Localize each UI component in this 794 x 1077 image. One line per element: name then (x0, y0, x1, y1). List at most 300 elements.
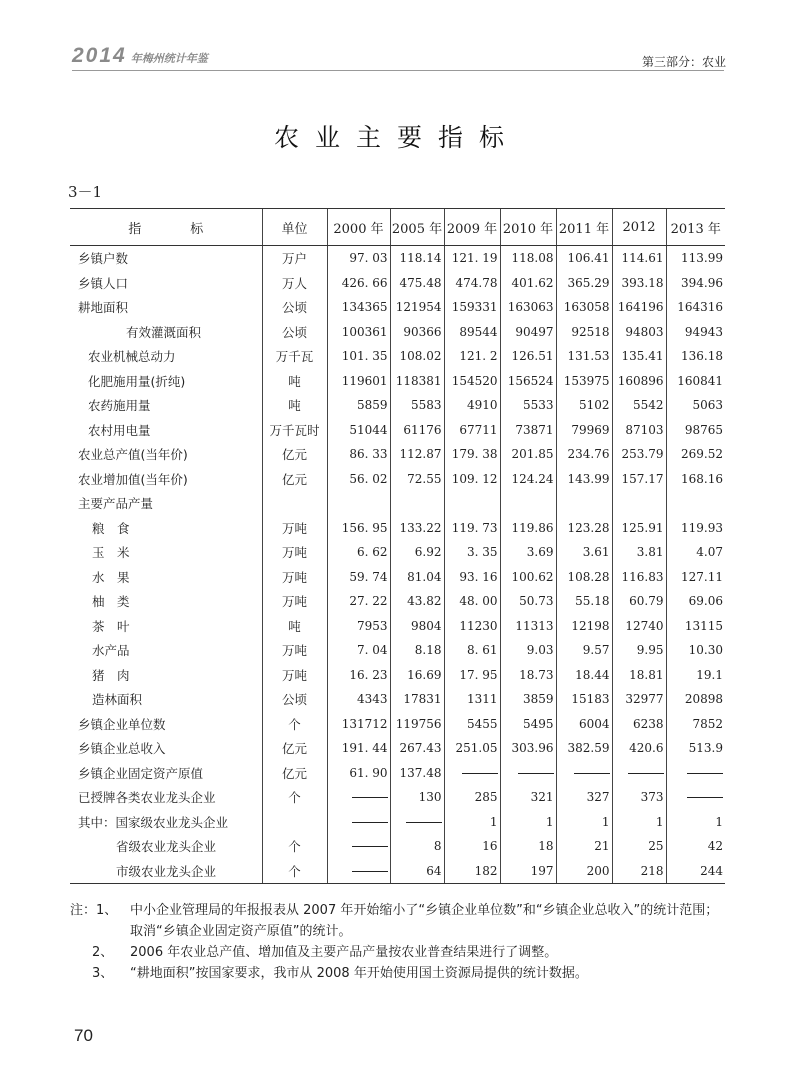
cell-value: 153975 (556, 369, 612, 394)
cell-value: 17. 95 (444, 663, 500, 688)
header-divider (72, 70, 724, 71)
row-indicator-name: 玉 米 (92, 545, 130, 561)
row-unit: 公顷 (262, 687, 327, 712)
cell-value: 373 (612, 785, 666, 810)
dash-mark (352, 797, 388, 798)
cell-not-available (666, 785, 725, 810)
cell-value: 109. 12 (444, 467, 500, 492)
cell-value: 124.24 (500, 467, 556, 492)
cell-value: 1 (612, 810, 666, 835)
cell-value: 8.18 (390, 638, 444, 663)
dash-mark (574, 773, 610, 774)
cell-value: 12740 (612, 614, 666, 639)
cell-value: 121954 (390, 295, 444, 320)
row-indicator-name: 农药施用量 (88, 398, 151, 414)
cell-value: 126.51 (500, 344, 556, 369)
cell-value: 100361 (327, 320, 390, 345)
cell-value: 106.41 (556, 246, 612, 271)
cell-value: 42 (666, 834, 725, 859)
cell-value: 5583 (390, 393, 444, 418)
cell-value: 43.82 (390, 589, 444, 614)
row-unit: 万吨 (262, 540, 327, 565)
footnote-item (70, 963, 730, 984)
cell-value: 21 (556, 834, 612, 859)
cell-value: 5102 (556, 393, 612, 418)
row-unit (262, 810, 327, 835)
cell-value: 168.16 (666, 467, 725, 492)
cell-value: 393.18 (612, 271, 666, 296)
cell-value: 4910 (444, 393, 500, 418)
row-unit: 万户 (262, 246, 327, 271)
cell-value: 157.17 (612, 467, 666, 492)
column-header-year: 2005 年 (390, 209, 444, 246)
cell-value: 17831 (390, 687, 444, 712)
row-indicator-name: 乡镇户数 (78, 251, 129, 267)
cell-value: 3. 35 (444, 540, 500, 565)
cell-value: 56. 02 (327, 467, 390, 492)
cell-value: 163063 (500, 295, 556, 320)
table-row (70, 369, 725, 394)
cell-not-available (327, 834, 390, 859)
dash-mark (352, 822, 388, 823)
table-row (70, 712, 725, 737)
cell-value: 15183 (556, 687, 612, 712)
footnotes (70, 900, 730, 984)
page-number: 70 (74, 1026, 93, 1045)
cell-value: 426. 66 (327, 271, 390, 296)
cell-value: 116.83 (612, 565, 666, 590)
cell-value: 18.44 (556, 663, 612, 688)
cell-value: 51044 (327, 418, 390, 443)
cell-value: 5455 (444, 712, 500, 737)
cell-value: 13115 (666, 614, 725, 639)
row-indicator-name: 乡镇人口 (78, 275, 129, 291)
cell-value: 3859 (500, 687, 556, 712)
table-row (70, 565, 725, 590)
cell-value: 79969 (556, 418, 612, 443)
row-indicator-name: 农业增加值(当年价) (78, 471, 188, 487)
cell-value: 9.57 (556, 638, 612, 663)
cell-value: 136.18 (666, 344, 725, 369)
cell-value (444, 491, 500, 516)
cell-value: 72.55 (390, 467, 444, 492)
table-number: 3－1 (68, 183, 103, 201)
footnote-label: 3、 (92, 966, 114, 981)
table-row (70, 761, 725, 786)
cell-value: 1 (444, 810, 500, 835)
cell-value: 160896 (612, 369, 666, 394)
table-row (70, 491, 725, 516)
row-unit: 万千瓦 (262, 344, 327, 369)
cell-value: 118.08 (500, 246, 556, 271)
row-indicator-name: 茶 叶 (92, 618, 130, 634)
cell-value: 163058 (556, 295, 612, 320)
cell-value: 8. 61 (444, 638, 500, 663)
cell-value: 64 (390, 859, 444, 884)
table-row (70, 834, 725, 859)
cell-value: 73871 (500, 418, 556, 443)
table-row (70, 687, 725, 712)
cell-value: 5533 (500, 393, 556, 418)
cell-value: 25 (612, 834, 666, 859)
cell-value: 133.22 (390, 516, 444, 541)
cell-value: 20898 (666, 687, 725, 712)
cell-not-available (500, 761, 556, 786)
row-unit: 万吨 (262, 565, 327, 590)
cell-value: 1 (666, 810, 725, 835)
cell-value: 3.61 (556, 540, 612, 565)
row-unit: 吨 (262, 393, 327, 418)
table-row (70, 785, 725, 810)
row-unit (262, 491, 327, 516)
cell-value: 4343 (327, 687, 390, 712)
cell-value: 1 (556, 810, 612, 835)
cell-value: 125.91 (612, 516, 666, 541)
cell-value: 200 (556, 859, 612, 884)
footnote-label: 注：1、 (70, 903, 118, 918)
cell-value (500, 491, 556, 516)
cell-value: 3.69 (500, 540, 556, 565)
cell-value: 16.69 (390, 663, 444, 688)
cell-value: 197 (500, 859, 556, 884)
cell-value: 18.73 (500, 663, 556, 688)
cell-value: 182 (444, 859, 500, 884)
cell-not-available (327, 859, 390, 884)
table-row (70, 736, 725, 761)
cell-value: 19.1 (666, 663, 725, 688)
row-indicator-name: 农村用电量 (88, 422, 151, 438)
cell-value: 119.86 (500, 516, 556, 541)
row-indicator-name: 省级农业龙头企业 (116, 839, 217, 855)
dash-mark (518, 773, 554, 774)
cell-value: 1 (500, 810, 556, 835)
cell-value: 101. 35 (327, 344, 390, 369)
cell-value: 118.14 (390, 246, 444, 271)
cell-value: 131712 (327, 712, 390, 737)
cell-value: 94943 (666, 320, 725, 345)
cell-value: 164316 (666, 295, 725, 320)
row-unit: 吨 (262, 369, 327, 394)
cell-value: 11313 (500, 614, 556, 639)
row-indicator-name: 耕地面积 (78, 300, 129, 316)
cell-value: 8 (390, 834, 444, 859)
cell-value: 513.9 (666, 736, 725, 761)
cell-value: 9.03 (500, 638, 556, 663)
cell-value: 90497 (500, 320, 556, 345)
section-label: 第三部分：农业 (641, 55, 726, 69)
row-unit: 亿元 (262, 467, 327, 492)
cell-value: 9.95 (612, 638, 666, 663)
cell-value: 7953 (327, 614, 390, 639)
cell-value: 11230 (444, 614, 500, 639)
cell-value: 121. 19 (444, 246, 500, 271)
row-unit: 公顷 (262, 295, 327, 320)
row-unit: 万吨 (262, 638, 327, 663)
table-row (70, 442, 725, 467)
row-indicator-name: 造林面积 (92, 692, 143, 708)
row-unit: 万吨 (262, 589, 327, 614)
cell-value: 123.28 (556, 516, 612, 541)
cell-not-available (390, 810, 444, 835)
cell-value: 394.96 (666, 271, 725, 296)
cell-value: 5063 (666, 393, 725, 418)
row-indicator-name: 柚 类 (92, 594, 130, 610)
cell-not-available (444, 761, 500, 786)
cell-value: 5495 (500, 712, 556, 737)
cell-value (666, 491, 725, 516)
row-unit: 万人 (262, 271, 327, 296)
row-indicator-name: 农业机械总动力 (88, 349, 176, 365)
cell-value: 134365 (327, 295, 390, 320)
cell-value: 108.28 (556, 565, 612, 590)
table-row (70, 663, 725, 688)
dash-mark (687, 773, 723, 774)
cell-value: 18 (500, 834, 556, 859)
row-indicator-name: 化肥施用量(折纯) (88, 373, 186, 389)
cell-value: 127.11 (666, 565, 725, 590)
cell-value: 327 (556, 785, 612, 810)
table-row (70, 589, 725, 614)
table-row (70, 859, 725, 884)
cell-value: 108.02 (390, 344, 444, 369)
dash-mark (462, 773, 498, 774)
footnote-item (70, 900, 730, 942)
cell-not-available (612, 761, 666, 786)
table-row (70, 271, 725, 296)
cell-value: 218 (612, 859, 666, 884)
column-header-year: 2013 年 (666, 209, 725, 246)
column-header-unit: 单位 (262, 209, 327, 246)
table-row (70, 344, 725, 369)
cell-value (390, 491, 444, 516)
cell-value: 118381 (390, 369, 444, 394)
column-header-year: 2010 年 (500, 209, 556, 246)
cell-value: 16. 23 (327, 663, 390, 688)
cell-value (327, 491, 390, 516)
cell-value: 100.62 (500, 565, 556, 590)
cell-value: 97. 03 (327, 246, 390, 271)
column-header-year: 2012 (612, 209, 666, 246)
cell-value: 6238 (612, 712, 666, 737)
cell-not-available (666, 761, 725, 786)
column-header-year: 2000 年 (327, 209, 390, 246)
row-unit: 亿元 (262, 442, 327, 467)
cell-value: 474.78 (444, 271, 500, 296)
cell-value: 27. 22 (327, 589, 390, 614)
cell-value: 164196 (612, 295, 666, 320)
cell-value: 159331 (444, 295, 500, 320)
cell-value: 234.76 (556, 442, 612, 467)
cell-value: 69.06 (666, 589, 725, 614)
cell-value: 90366 (390, 320, 444, 345)
row-unit: 个 (262, 785, 327, 810)
cell-value: 67711 (444, 418, 500, 443)
cell-value: 32977 (612, 687, 666, 712)
cell-value: 61176 (390, 418, 444, 443)
table-row (70, 246, 725, 271)
cell-value: 98765 (666, 418, 725, 443)
cell-value: 112.87 (390, 442, 444, 467)
cell-value: 7. 04 (327, 638, 390, 663)
row-indicator-name: 乡镇企业单位数 (78, 716, 166, 732)
indicator-table (70, 208, 725, 884)
row-indicator-name: 乡镇企业总收入 (78, 741, 166, 757)
dash-mark (352, 871, 388, 872)
cell-value: 253.79 (612, 442, 666, 467)
cell-value: 119601 (327, 369, 390, 394)
cell-value (556, 491, 612, 516)
dash-mark (687, 797, 723, 798)
table-row (70, 810, 725, 835)
footnote-text: 2006 年农业总产值、增加值及主要产品产量按农业普查结果进行了调整。 (130, 945, 558, 960)
cell-value: 4.07 (666, 540, 725, 565)
cell-value: 5859 (327, 393, 390, 418)
row-unit: 个 (262, 834, 327, 859)
cell-value: 86. 33 (327, 442, 390, 467)
cell-value: 191. 44 (327, 736, 390, 761)
cell-value: 114.61 (612, 246, 666, 271)
yearbook-year: 2014 (72, 44, 127, 67)
cell-value: 61. 90 (327, 761, 390, 786)
table-row (70, 540, 725, 565)
dash-mark (352, 846, 388, 847)
cell-value: 244 (666, 859, 725, 884)
cell-value: 119756 (390, 712, 444, 737)
yearbook-header (72, 44, 208, 68)
cell-not-available (556, 761, 612, 786)
footnote-text: “耕地面积”按国家要求，我市从 2008 年开始使用国土资源局提供的统计数据。 (130, 966, 588, 981)
table-row (70, 418, 725, 443)
cell-value: 365.29 (556, 271, 612, 296)
cell-value: 89544 (444, 320, 500, 345)
cell-value: 50.73 (500, 589, 556, 614)
row-unit: 个 (262, 859, 327, 884)
cell-value: 119. 73 (444, 516, 500, 541)
row-indicator-name: 水产品 (92, 643, 130, 659)
cell-value: 5542 (612, 393, 666, 418)
cell-value: 321 (500, 785, 556, 810)
row-indicator-name: 乡镇企业固定资产原值 (78, 765, 204, 781)
cell-value: 179. 38 (444, 442, 500, 467)
cell-value: 6.92 (390, 540, 444, 565)
row-unit: 万吨 (262, 663, 327, 688)
row-indicator-name: 其中：国家级农业龙头企业 (78, 814, 229, 830)
cell-value: 121. 2 (444, 344, 500, 369)
row-indicator-name: 猪 肉 (92, 667, 130, 683)
cell-value: 60.79 (612, 589, 666, 614)
row-indicator-name: 农业总产值(当年价) (78, 447, 188, 463)
column-header-year: 2009 年 (444, 209, 500, 246)
cell-value: 251.05 (444, 736, 500, 761)
row-unit: 万吨 (262, 516, 327, 541)
cell-value: 1311 (444, 687, 500, 712)
cell-value: 119.93 (666, 516, 725, 541)
column-header-year: 2011 年 (556, 209, 612, 246)
footnote-text: 中小企业管理局的年报报表从 2007 年开始缩小了“乡镇企业单位数”和“乡镇企业总收入”的统计范围；取消“乡镇企业固定资产原值”的统计。 (130, 903, 719, 939)
table-row (70, 467, 725, 492)
row-indicator-name: 有效灌溉面积 (126, 324, 202, 340)
cell-value: 285 (444, 785, 500, 810)
cell-value: 94803 (612, 320, 666, 345)
cell-value: 81.04 (390, 565, 444, 590)
cell-value: 420.6 (612, 736, 666, 761)
cell-not-available (327, 810, 390, 835)
cell-not-available (327, 785, 390, 810)
cell-value: 135.41 (612, 344, 666, 369)
cell-value: 6004 (556, 712, 612, 737)
table-row (70, 638, 725, 663)
footnote-item (70, 942, 730, 963)
table-row (70, 320, 725, 345)
row-unit: 亿元 (262, 736, 327, 761)
row-unit: 吨 (262, 614, 327, 639)
cell-value: 137.48 (390, 761, 444, 786)
row-indicator-name: 主要产品产量 (78, 496, 154, 512)
footnote-label: 2、 (92, 945, 114, 960)
cell-value: 156524 (500, 369, 556, 394)
row-unit: 亿元 (262, 761, 327, 786)
page-title: 农业主要指标 (273, 123, 520, 152)
cell-value: 154520 (444, 369, 500, 394)
cell-value: 10.30 (666, 638, 725, 663)
row-indicator-name: 粮 食 (92, 520, 130, 536)
table-row (70, 295, 725, 320)
cell-value: 12198 (556, 614, 612, 639)
cell-value: 201.85 (500, 442, 556, 467)
dash-mark (406, 822, 442, 823)
cell-value: 475.48 (390, 271, 444, 296)
row-unit: 万千瓦时 (262, 418, 327, 443)
table-row (70, 393, 725, 418)
cell-value: 9804 (390, 614, 444, 639)
cell-value: 18.81 (612, 663, 666, 688)
row-unit: 公顷 (262, 320, 327, 345)
cell-value: 6. 62 (327, 540, 390, 565)
cell-value: 269.52 (666, 442, 725, 467)
cell-value: 16 (444, 834, 500, 859)
row-indicator-name: 市级农业龙头企业 (70, 859, 262, 884)
cell-value: 55.18 (556, 589, 612, 614)
cell-value: 401.62 (500, 271, 556, 296)
cell-value: 160841 (666, 369, 725, 394)
row-indicator-name: 已授牌各类农业龙头企业 (78, 790, 216, 806)
cell-value: 303.96 (500, 736, 556, 761)
dash-mark (628, 773, 664, 774)
yearbook-title: 年梅州统计年鉴 (130, 53, 208, 65)
table-row (70, 614, 725, 639)
cell-value: 3.81 (612, 540, 666, 565)
row-indicator-name: 水 果 (92, 569, 130, 585)
cell-value: 93. 16 (444, 565, 500, 590)
cell-value: 113.99 (666, 246, 725, 271)
table-header-row (70, 209, 725, 246)
cell-value: 87103 (612, 418, 666, 443)
cell-value: 267.43 (390, 736, 444, 761)
cell-value: 7852 (666, 712, 725, 737)
cell-value: 48. 00 (444, 589, 500, 614)
cell-value: 92518 (556, 320, 612, 345)
cell-value: 156. 95 (327, 516, 390, 541)
cell-value (612, 491, 666, 516)
cell-value: 143.99 (556, 467, 612, 492)
row-unit: 个 (262, 712, 327, 737)
cell-value: 382.59 (556, 736, 612, 761)
cell-value: 130 (390, 785, 444, 810)
column-header-indicator: 指 标 (70, 209, 262, 246)
table-row (70, 516, 725, 541)
cell-value: 131.53 (556, 344, 612, 369)
cell-value: 59. 74 (327, 565, 390, 590)
